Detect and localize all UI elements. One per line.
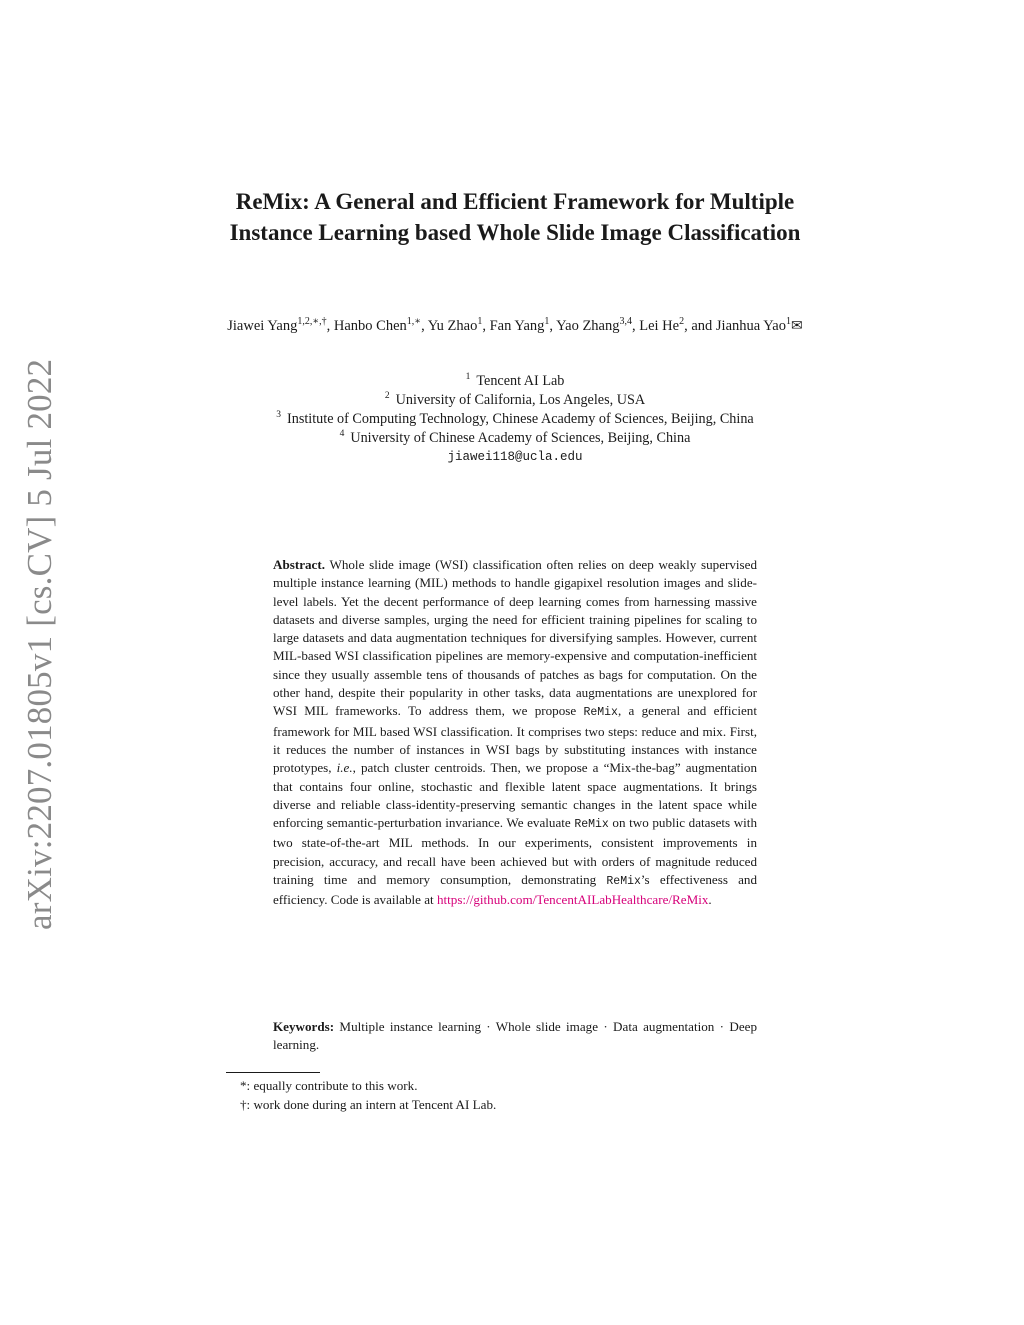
footnote-rule (226, 1072, 320, 1073)
affiliation-line (200, 391, 830, 410)
author-affiliation-marks: 3,4 (619, 316, 632, 328)
footnote: †: work done during an intern at Tencent AI Lab. (240, 1097, 497, 1112)
keywords-text: Multiple instance learning · Whole slide image · Data augmentation · Deep learning. (273, 1019, 757, 1053)
affiliation-number: 4 (339, 429, 345, 440)
abstract-text: on two public datasets with two state-of-the-art MIL methods. In our experiments, consistent improvements in precision, accuracy, and recall have been achieved but with orders of magnitude reduced training time and memory consumption, demonstrating (273, 815, 757, 888)
author-affiliation-marks: 1 (477, 316, 483, 328)
footnote: *: equally contribute to this work. (240, 1078, 418, 1093)
author-separator: , (549, 318, 557, 334)
author-name: Hanbo Chen (333, 318, 407, 334)
affiliation-list (200, 372, 830, 467)
author-separator: , (421, 318, 428, 334)
author-affiliation-marks: 1 (544, 316, 550, 328)
affiliation-text: University of Chinese Academy of Sciences, Beijing, China (350, 430, 691, 446)
abstract-text: . (708, 892, 712, 908)
author-name: Yao Zhang (556, 318, 620, 334)
affiliation-text: University of California, Los Angeles, USA (395, 392, 646, 408)
author-name: Jiawei Yang (227, 318, 298, 334)
ie-abbreviation: i.e. (336, 760, 353, 776)
envelope-icon: ✉ (791, 319, 803, 334)
abstract-text: Whole slide image (WSI) classification often relies on deep weakly supervised multiple instance learning (MIL) methods to handle gigapixel resolution images and slide-level labels. Yet the decent performance of deep learning comes from harnessing massive datasets and diverse samples, urging the need for efficient training pipelines for scaling to large datasets and data augmentation techniques for diversifying samples. However, current MIL-based WSI classification pipelines are memory-expensive and computation-inefficient since they usually assemble tens of thousands of patches as bags for computation. On the other hand, despite their popularity in other tasks, data augmentations are unexplored for WSI MIL frameworks. To address them, we propose (273, 557, 757, 719)
abstract-heading: Abstract. (273, 557, 325, 572)
author-affiliation-marks: 1,2,∗,† (297, 316, 327, 328)
affiliation-text: Tencent AI Lab (476, 373, 565, 389)
author-separator: , and (684, 318, 716, 334)
remix-name: ReMix (583, 706, 618, 720)
code-repository-link[interactable]: https://github.com/TencentAILabHealthcare/ReMix (436, 892, 709, 908)
author-affiliation-marks: 1 (786, 316, 791, 328)
contact-email: jiawei118@ucla.edu (447, 450, 583, 464)
author-name: Jianhua Yao (715, 318, 786, 334)
affiliation-number: 3 (276, 410, 281, 421)
paper-title: ReMix: A General and Efficient Framework for Multiple Instance Learning based Whole Slide Image Classification (229, 189, 801, 245)
keywords-heading: Keywords: (273, 1019, 335, 1034)
abstract-text: , patch cluster centroids. Then, we propose a “Mix-the-bag” augmentation that contains four online, stochastic and flexible latent space augmentations. It brings diverse and reliable class-identity-preserving semantic changes in the latent space while enforcing semantic-perturbation invariance. We evaluate (273, 760, 757, 831)
author-separator: , (631, 318, 640, 334)
abstract-text: ’s effectiveness and efficiency. Code is available at (273, 872, 758, 908)
keywords-paragraph (273, 1018, 757, 1055)
affiliation-line (200, 410, 830, 429)
author-list (220, 316, 810, 337)
affiliation-number: 2 (384, 391, 390, 402)
author-name: Lei He (639, 318, 680, 334)
remix-name: ReMix (606, 875, 641, 889)
abstract-text: , a general and efficient framework for MIL based WSI classification. It comprises two steps: reduce and mix. First, it reduces the number of instances in WSI bags by substituting instances with instance prototypes, (273, 703, 757, 776)
author-name: Yu Zhao (427, 318, 478, 334)
footnotes (240, 1076, 800, 1114)
remix-name: ReMix (574, 818, 609, 832)
author-separator: , (326, 318, 334, 334)
affiliation-number: 1 (465, 372, 471, 383)
author-name: Fan Yang (489, 318, 545, 334)
abstract-paragraph (273, 556, 757, 910)
author-affiliation-marks: 1,∗ (406, 316, 422, 328)
author-affiliation-marks: 2 (679, 316, 685, 328)
arxiv-identifier-stamp: arXiv:2207.01805v1 [cs.CV] 5 Jul 2022 (20, 358, 59, 930)
affiliation-text: Institute of Computing Technology, Chinese Academy of Sciences, Beijing, China (287, 411, 754, 427)
affiliation-line (200, 372, 830, 391)
affiliation-line (200, 429, 830, 448)
author-separator: , (482, 318, 490, 334)
